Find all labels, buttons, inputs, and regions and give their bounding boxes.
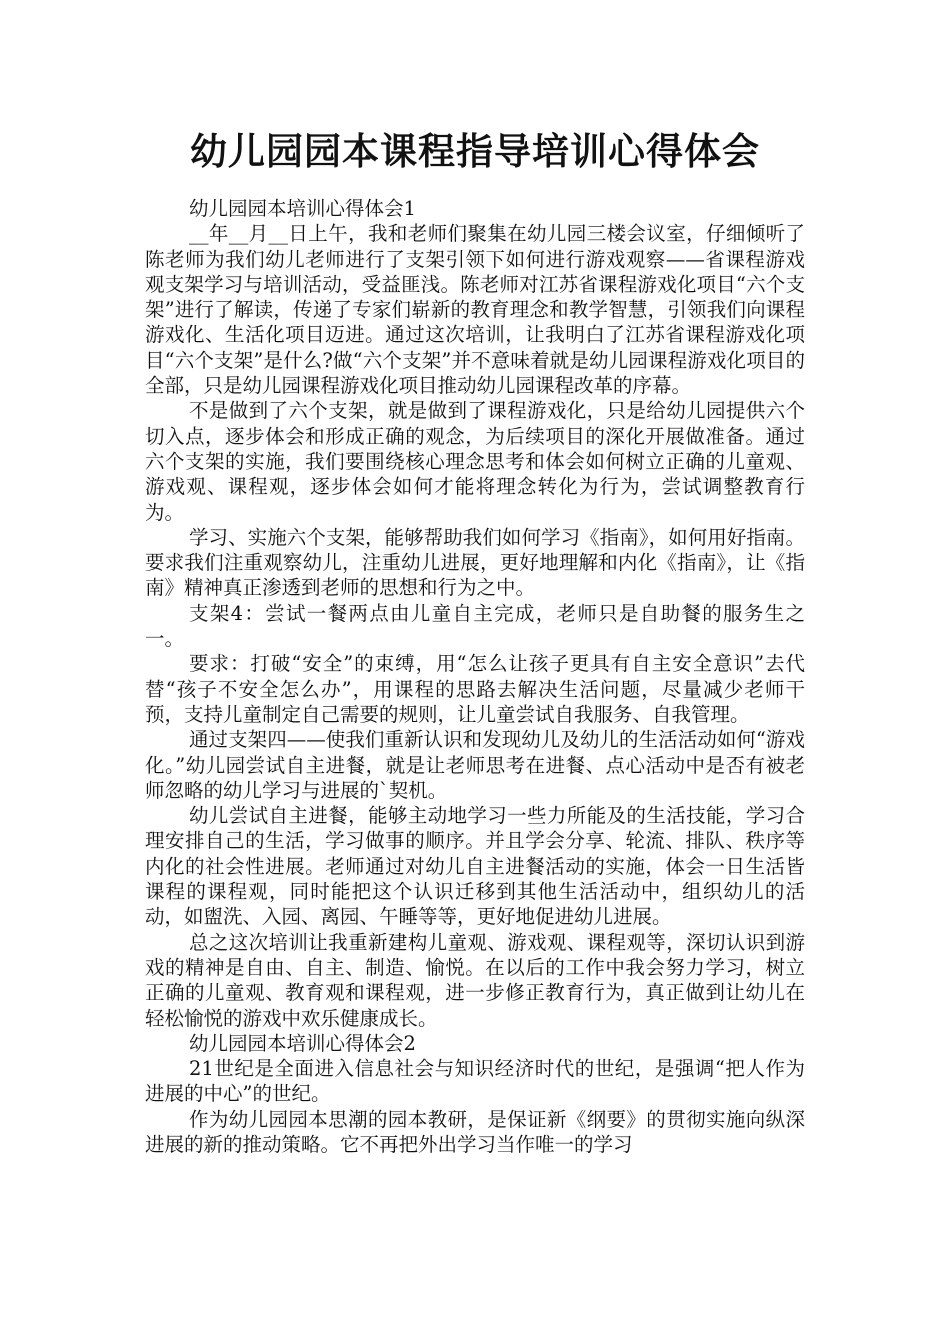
paragraph: 要求：打破“安全”的束缚，用“怎么让孩子更具有自主安全意识”去代替“孩子不安全怎么办”，用课程的思路去解决生活问题，尽量减少老师干预，支持儿童制定自己需要的规则，让儿童尝试自我服务、自我管理。 — [145, 652, 805, 726]
paragraph: 学习、实施六个支架，能够帮助我们如何学习《指南》，如何用好指南。要求我们注重观察幼儿，注重幼儿进展，更好地理解和内化《指南》，让《指南》精神真正渗透到老师的思想和行为之中。 — [145, 525, 805, 600]
paragraph: 幼儿尝试自主进餐，能够主动地学习一些力所能及的生活技能，学习合理安排自己的生活，学习做事的顺序。并且学会分享、轮流、排队、秩序等内化的社会性进展。老师通过对幼儿自主进餐活动的实施，体会一日生活皆课程的课程观，同时能把这个认识迁移到其他生活活动中，组织幼儿的活动，如盥洗、入园、离园、午睡等等，更好地促进幼儿进展。 — [145, 804, 805, 929]
paragraph: 不是做到了六个支架，就是做到了课程游戏化，只是给幼儿园提供六个切入点，逐步体会和形成正确的观念，为后续项目的深化开展做准备。通过六个支架的实施，我们要围绕核心理念思考和体会如何树立正确的儿童观、游戏观、课程观，逐步体会如何才能将理念转化为行为，尝试调整教育行为。 — [145, 399, 805, 524]
section-heading-2: 幼儿园园本培训心得体会2 — [189, 1031, 416, 1055]
paragraph: 支架4：尝试一餐两点由儿童自主完成，老师只是自助餐的服务生之一。 — [145, 601, 805, 651]
paragraph: 21世纪是全面进入信息社会与知识经济时代的世纪，是强调“把人作为进展的中心”的世纪。 — [145, 1057, 805, 1106]
paragraph: __年__月__日上午，我和老师们聚集在幼儿园三楼会议室，仔细倾听了陈老师为我们幼儿老师进行了支架引领下如何进行游戏观察——省课程游戏观支架学习与培训活动，受益匪浅。陈老师对江苏省课程游戏化项目“六个支架”进行了解读，传递了专家们崭新的教育理念和教学智慧，引领我们向课程游戏化、生活化项目迈进。通过这次培训，让我明白了江苏省课程游戏化项目“六个支架”是什么?做“六个支架”并不意味着就是幼儿园课程游戏化项目的全部，只是幼儿园课程游戏化项目推动幼儿园课程改革的序幕。 — [145, 222, 805, 398]
paragraph: 作为幼儿园园本思潮的园本教研，是保证新《纲要》的贯彻实施向纵深进展的新的推动策略。它不再把外出学习当作唯一的学习 — [145, 1107, 805, 1156]
paragraph: 通过支架四——使我们重新认识和发现幼儿及幼儿的生活活动如何“游戏化。”幼儿园尝试自主进餐，就是让老师思考在进餐、点心活动中是否有被老师忽略的幼儿学习与进展的`契机。 — [145, 728, 805, 802]
section-heading-1: 幼儿园园本培训心得体会1 — [189, 197, 416, 220]
paragraph: 总之这次培训让我重新建构儿童观、游戏观、课程观等，深切认识到游戏的精神是自由、自主、制造、愉悦。在以后的工作中我会努力学习，树立正确的儿童观、教育观和课程观，进一步修正教育行为，真正做到让幼儿在轻松愉悦的游戏中欢乐健康成长。 — [145, 930, 805, 1030]
document-body — [145, 196, 805, 1157]
document-title: 幼儿园园本课程指导培训心得体会 — [190, 130, 760, 173]
